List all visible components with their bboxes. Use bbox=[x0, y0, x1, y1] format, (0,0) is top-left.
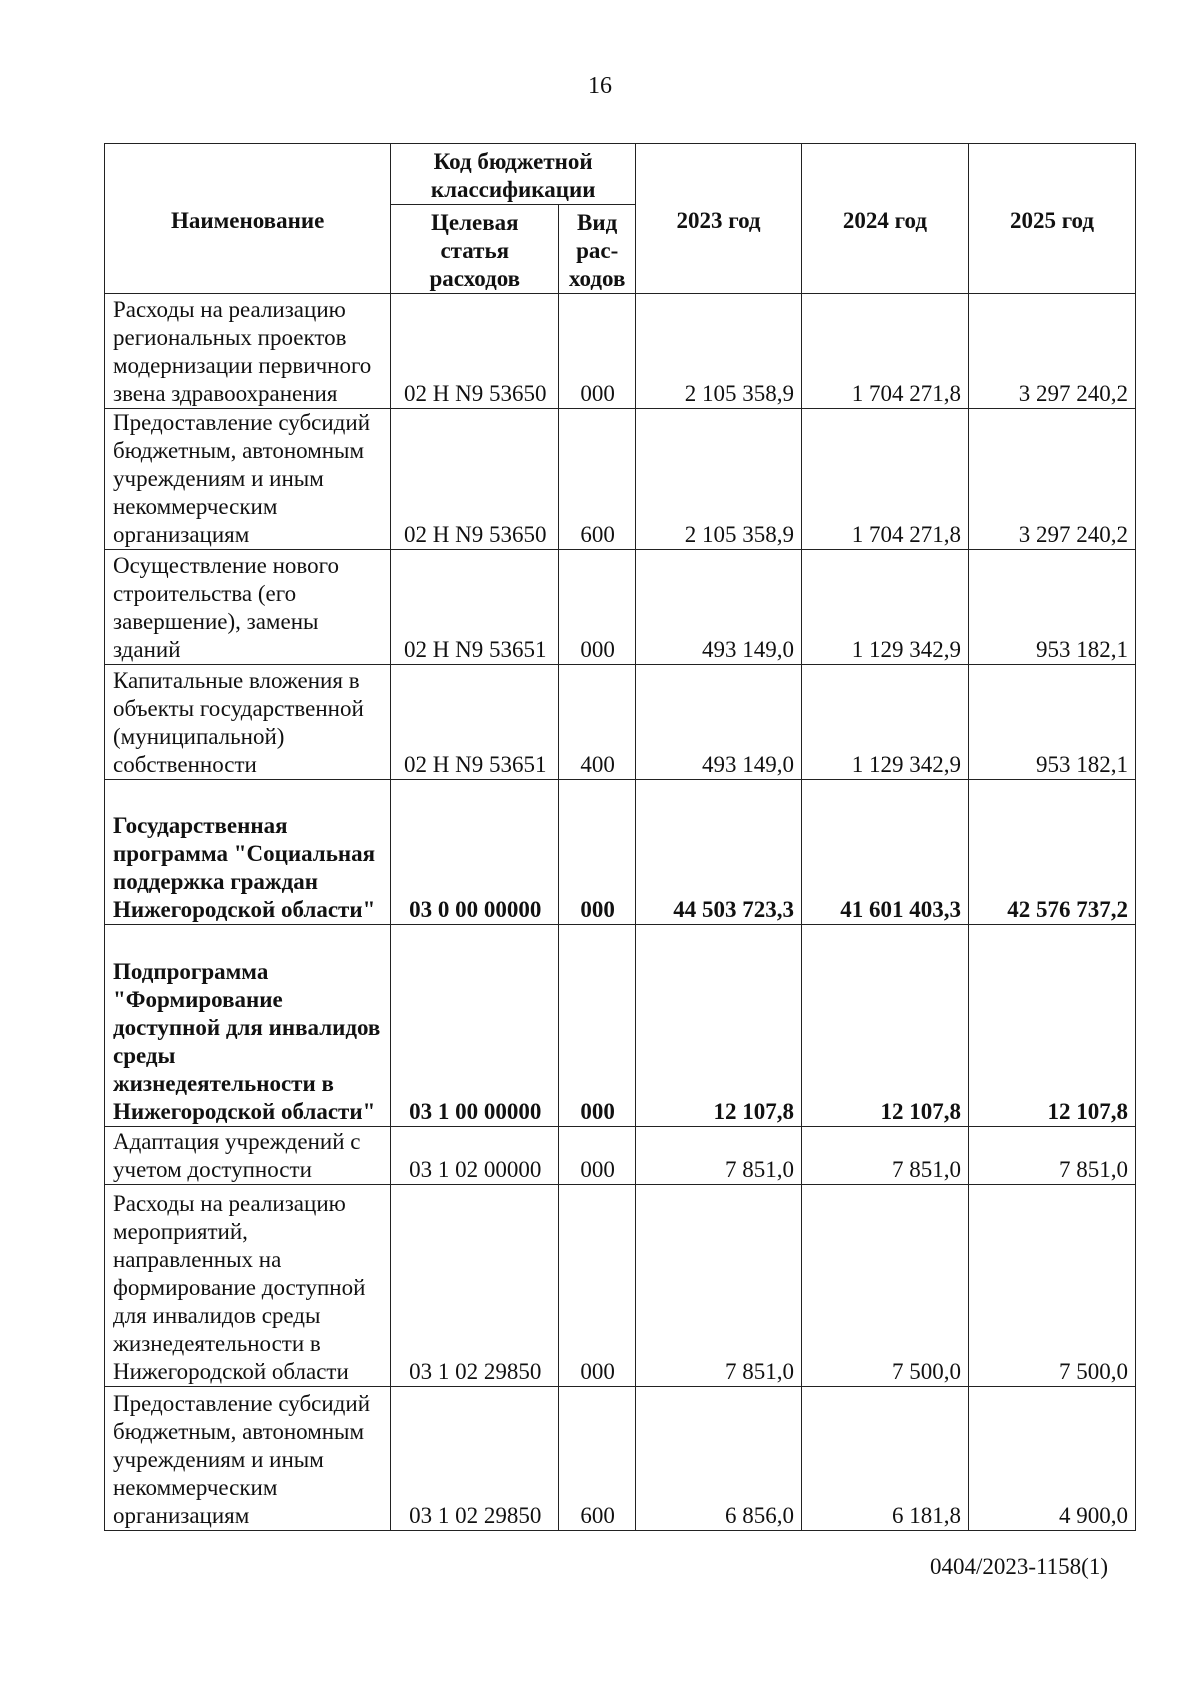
row-value-2024: 12 107,8 bbox=[801, 925, 968, 1127]
row-value-2023: 2 105 358,9 bbox=[636, 294, 802, 409]
page-number: 16 bbox=[588, 73, 612, 99]
row-target-article: 03 1 02 00000 bbox=[391, 1127, 559, 1185]
row-value-2025: 7 851,0 bbox=[968, 1127, 1135, 1185]
row-value-2023: 12 107,8 bbox=[636, 925, 802, 1127]
row-value-2025: 953 182,1 bbox=[968, 550, 1135, 665]
row-value-2024: 7 500,0 bbox=[801, 1185, 968, 1387]
row-value-2024: 6 181,8 bbox=[801, 1387, 968, 1531]
row-target-article: 02 Н N9 53650 bbox=[391, 294, 559, 409]
table-row bbox=[105, 294, 1136, 409]
row-expense-kind: 400 bbox=[559, 665, 636, 780]
row-name: Капитальные вложения в объекты государственной (муниципальной) собственности bbox=[105, 665, 391, 780]
row-name: Адаптация учреждений с учетом доступности bbox=[105, 1127, 391, 1185]
row-value-2024: 1 129 342,9 bbox=[801, 665, 968, 780]
row-expense-kind: 000 bbox=[559, 294, 636, 409]
row-value-2025: 42 576 737,2 bbox=[968, 780, 1135, 925]
row-value-2023: 6 856,0 bbox=[636, 1387, 802, 1531]
row-value-2024: 1 704 271,8 bbox=[801, 409, 968, 550]
row-value-2023: 2 105 358,9 bbox=[636, 409, 802, 550]
header-expense-kind: Вид рас-ходов bbox=[559, 205, 636, 294]
row-name: Предоставление субсидий бюджетным, автономным учреждениям и иным некоммерческим организациям bbox=[105, 1387, 391, 1531]
row-name: Осуществление нового строительства (его завершение), замены зданий bbox=[105, 550, 391, 665]
table-body bbox=[105, 294, 1136, 1531]
row-value-2023: 44 503 723,3 bbox=[636, 780, 802, 925]
row-value-2023: 493 149,0 bbox=[636, 665, 802, 780]
row-value-2023: 7 851,0 bbox=[636, 1127, 802, 1185]
row-value-2025: 12 107,8 bbox=[968, 925, 1135, 1127]
row-value-2024: 7 851,0 bbox=[801, 1127, 968, 1185]
row-value-2024: 1 129 342,9 bbox=[801, 550, 968, 665]
row-value-2025: 3 297 240,2 bbox=[968, 294, 1135, 409]
row-target-article: 03 1 00 00000 bbox=[391, 925, 559, 1127]
row-expense-kind: 000 bbox=[559, 925, 636, 1127]
row-name: Расходы на реализацию региональных проектов модернизации первичного звена здравоохранения bbox=[105, 294, 391, 409]
row-value-2025: 953 182,1 bbox=[968, 665, 1135, 780]
table-row bbox=[105, 1185, 1136, 1387]
row-expense-kind: 600 bbox=[559, 1387, 636, 1531]
row-value-2023: 493 149,0 bbox=[636, 550, 802, 665]
row-name: Расходы на реализацию мероприятий, направленных на формирование доступной для инвалидов среды жизнедеятельности в Нижегородской области bbox=[105, 1185, 391, 1387]
row-target-article: 03 1 02 29850 bbox=[391, 1185, 559, 1387]
table-row bbox=[105, 1387, 1136, 1531]
row-value-2025: 4 900,0 bbox=[968, 1387, 1135, 1531]
header-year-2025: 2025 год bbox=[968, 144, 1135, 294]
header-year-2024: 2024 год bbox=[801, 144, 968, 294]
header-target-article: Целевая статья расходов bbox=[391, 205, 559, 294]
row-value-2025: 3 297 240,2 bbox=[968, 409, 1135, 550]
row-name: Государственная программа "Социальная поддержка граждан Нижегородской области" bbox=[105, 780, 391, 925]
row-target-article: 03 0 00 00000 bbox=[391, 780, 559, 925]
budget-table bbox=[104, 143, 1136, 1531]
table-row bbox=[105, 925, 1136, 1127]
header-name: Наименование bbox=[105, 144, 391, 294]
table-row bbox=[105, 550, 1136, 665]
row-value-2024: 1 704 271,8 bbox=[801, 294, 968, 409]
row-name: Предоставление субсидий бюджетным, автономным учреждениям и иным некоммерческим организациям bbox=[105, 409, 391, 550]
table-header bbox=[105, 144, 1136, 294]
row-target-article: 02 Н N9 53651 bbox=[391, 665, 559, 780]
header-code-group: Код бюджетной классификации bbox=[391, 144, 636, 205]
row-value-2025: 7 500,0 bbox=[968, 1185, 1135, 1387]
row-expense-kind: 000 bbox=[559, 550, 636, 665]
row-value-2024: 41 601 403,3 bbox=[801, 780, 968, 925]
header-year-2023: 2023 год bbox=[636, 144, 802, 294]
row-name: Подпрограмма "Формирование доступной для инвалидов среды жизнедеятельности в Нижегородской области" bbox=[105, 925, 391, 1127]
row-value-2023: 7 851,0 bbox=[636, 1185, 802, 1387]
row-expense-kind: 000 bbox=[559, 1127, 636, 1185]
row-expense-kind: 000 bbox=[559, 1185, 636, 1387]
row-expense-kind: 600 bbox=[559, 409, 636, 550]
row-expense-kind: 000 bbox=[559, 780, 636, 925]
row-target-article: 02 Н N9 53651 bbox=[391, 550, 559, 665]
row-target-article: 02 Н N9 53650 bbox=[391, 409, 559, 550]
table-row bbox=[105, 409, 1136, 550]
row-target-article: 03 1 02 29850 bbox=[391, 1387, 559, 1531]
table-row bbox=[105, 1127, 1136, 1185]
table-row bbox=[105, 780, 1136, 925]
table-row bbox=[105, 665, 1136, 780]
document-registration-code: 0404/2023-1158(1) bbox=[929, 1554, 1108, 1579]
